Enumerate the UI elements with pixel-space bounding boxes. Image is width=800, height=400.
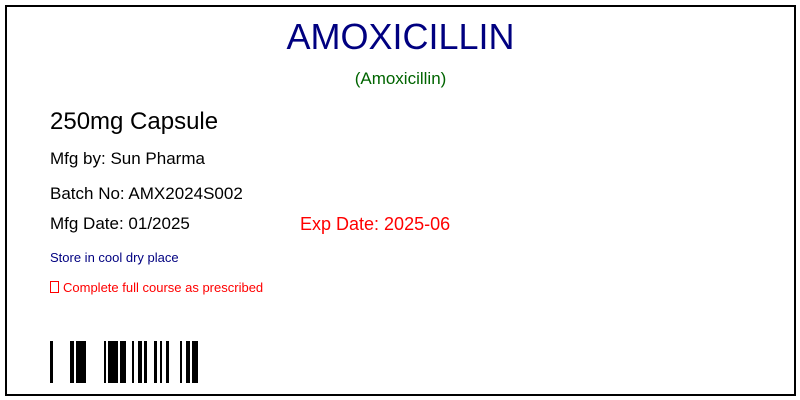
barcode-bar: [160, 341, 162, 383]
barcode-bar: [138, 341, 142, 383]
barcode-bar: [120, 341, 126, 383]
barcode-bar: [104, 341, 106, 383]
barcode-bar: [166, 341, 169, 383]
barcode-bar: [154, 341, 157, 383]
drug-generic-name: (Amoxicillin): [354, 69, 447, 88]
expiry-date: Exp Date: 2025-06: [300, 214, 451, 234]
barcode: [50, 341, 210, 383]
barcode-bar: [108, 341, 118, 383]
warning-text: Complete full course as prescribed: [63, 280, 264, 295]
barcode-bar: [192, 341, 198, 383]
barcode-bar: [70, 341, 74, 383]
barcode-bar: [180, 341, 182, 383]
barcode-bar: [76, 341, 86, 383]
manufacturer: Mfg by: Sun Pharma: [50, 149, 205, 168]
warning-line: [50, 280, 263, 296]
barcode-bar: [50, 341, 53, 383]
drug-strength: 250mg Capsule: [50, 108, 219, 135]
barcode-bar: [144, 341, 147, 383]
barcode-bar: [132, 341, 134, 383]
drug-brand-name: AMOXICILLIN: [286, 16, 515, 57]
medicine-label: [5, 5, 796, 396]
warning-icon: [50, 281, 59, 293]
manufacture-date: Mfg Date: 01/2025: [50, 214, 190, 233]
batch-number: Batch No: AMX2024S002: [50, 184, 243, 203]
barcode-bar: [186, 341, 190, 383]
storage-instruction: Store in cool dry place: [50, 250, 179, 265]
